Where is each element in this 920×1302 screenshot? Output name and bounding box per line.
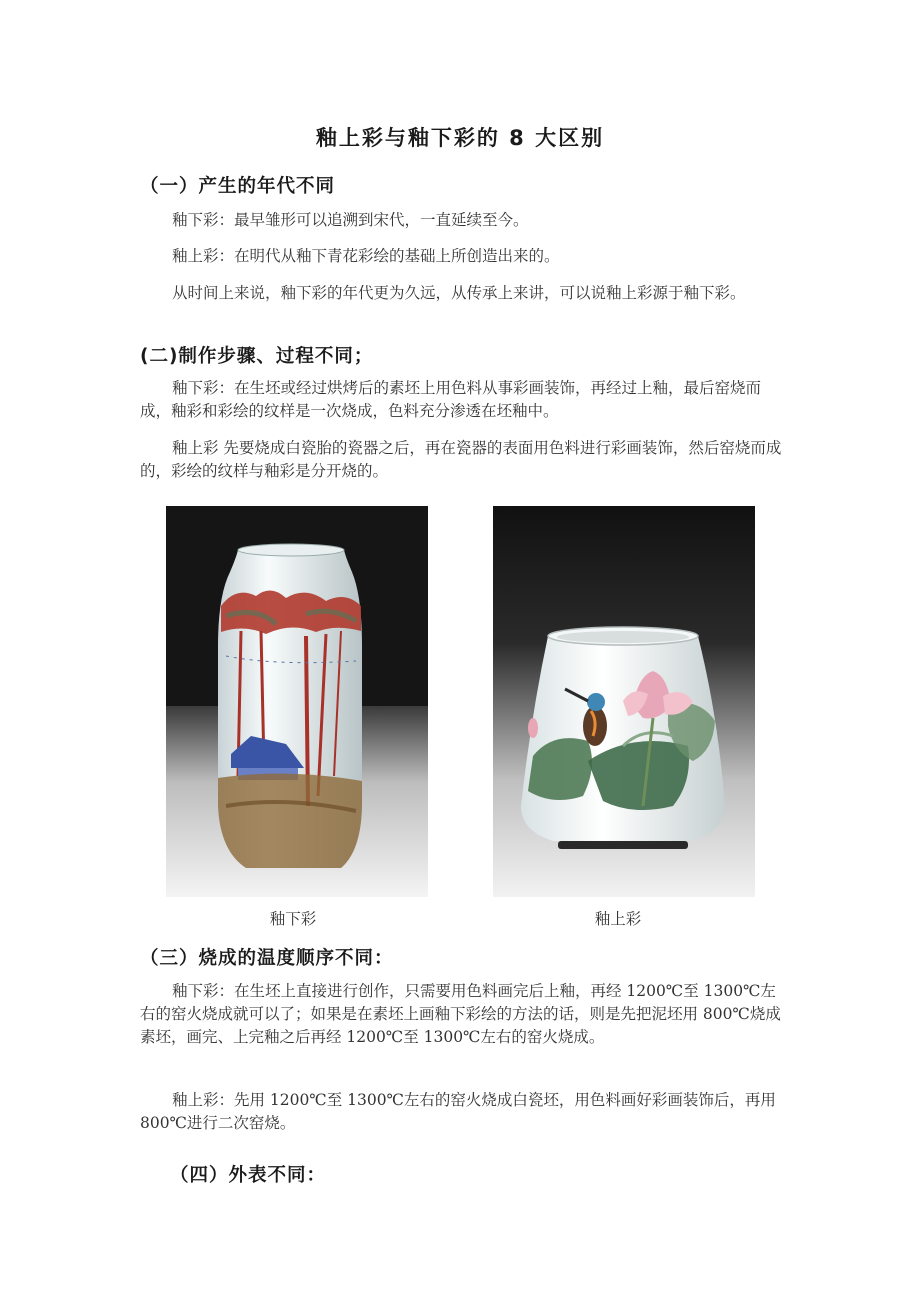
paragraph: 釉上彩：在明代从釉下青花彩绘的基础上所创造出来的。 — [172, 247, 560, 265]
section-heading-3: （三）烧成的温度顺序不同： — [140, 948, 394, 969]
section-heading-4: （四）外表不同： — [170, 1165, 327, 1186]
figure-caption-underglaze: 釉下彩 — [269, 910, 317, 928]
paragraph: 釉上彩：先用 1200℃至 1300℃左右的窑火烧成白瓷坯，用色料画好彩画装饰后，再用 800℃进行二次窑烧。 — [140, 1091, 776, 1132]
section-heading-2: (二)制作步骤、过程不同； — [140, 346, 374, 367]
paragraph: 釉下彩：在生坯或经过烘烤后的素坯上用色料从事彩画装饰，再经过上釉，最后窑烧而成，釉彩和彩绘的纹样是一次烧成，色料充分渗透在坯釉中。 — [140, 379, 762, 420]
paragraph: 釉上彩 先要烧成白瓷胎的瓷器之后，再在瓷器的表面用色料进行彩画装饰，然后窑烧而成的，彩绘的纹样与釉彩是分开烧的。 — [140, 439, 782, 480]
section-heading-1: （一）产生的年代不同 — [140, 176, 336, 197]
paragraph: 从时间上来说，釉下彩的年代更为久远，从传承上来讲，可以说釉上彩源于釉下彩。 — [172, 284, 746, 302]
overglaze-jar-photo — [493, 506, 755, 897]
paragraph: 釉下彩：在生坯上直接进行创作，只需要用色料画完后上釉，再经 1200℃至 1300℃左右的窑火烧成就可以了；如果是在素坯上画釉下彩绘的方法的话，则是先把泥坯用 800℃烧成素坯，画完、上完釉之后再经 1200℃至 1300℃左右的窑火烧成。 — [140, 982, 781, 1046]
document-title: 釉上彩与釉下彩的 8 大区别 — [315, 126, 605, 150]
underglaze-vase-photo — [166, 506, 428, 897]
paragraph: 釉下彩：最早雏形可以追溯到宋代，一直延续至今。 — [172, 211, 529, 229]
figure-caption-overglaze: 釉上彩 — [594, 910, 642, 928]
